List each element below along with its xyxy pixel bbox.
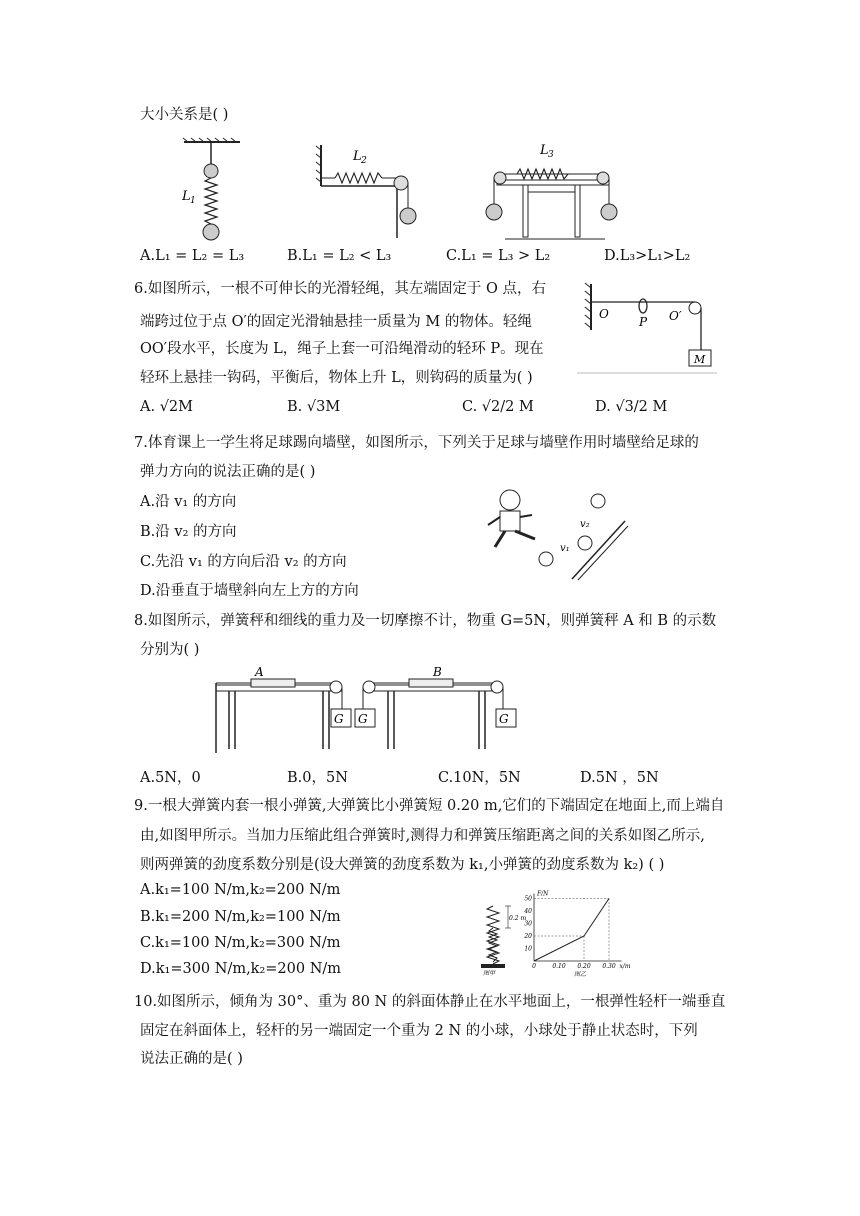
q9-option-c[interactable]: C.k₁=100 N/m,k₂=300 N/m <box>140 935 341 951</box>
q9-ytick-label: 20 <box>524 933 532 940</box>
q6-figure <box>577 280 717 375</box>
svg-text:3: 3 <box>548 150 554 160</box>
q7-option-d[interactable]: D.沿垂直于墙壁斜向左上方的方向 <box>140 583 359 599</box>
q9-ylabel: F/N <box>537 890 549 898</box>
q7-label-v2: v₂ <box>580 519 590 530</box>
q9-gap-label: 0.2 m <box>509 915 527 922</box>
q9-line-2: 由,如图甲所示。当加力压缩此组合弹簧时,测得力和弹簧压缩距离之间的关系如图乙所示, <box>140 828 705 844</box>
q6-line-4: 轻环上悬挂一钩码，平衡后，物体上升 L，则钩码的质量为( ) <box>140 370 533 386</box>
q6-line-3: OO′段水平，长度为 L，绳子上套一可沿绳滑动的轻环 P。现在 <box>140 341 544 357</box>
q8-figure <box>213 663 525 755</box>
q6-option-b[interactable]: B. √3M <box>287 399 341 415</box>
q8-option-c[interactable]: C.10N，5N <box>438 770 521 786</box>
q7-option-a[interactable]: A.沿 v₁ 的方向 <box>140 494 237 510</box>
q6-label-o: O <box>599 307 609 321</box>
q9-xtick-label: 0 <box>532 963 536 970</box>
svg-text:2: 2 <box>361 156 367 166</box>
q8-line-2: 分别为( ) <box>140 642 200 658</box>
q5-label-l3: L <box>540 143 549 158</box>
q10-line-2: 固定在斜面体上，轻杆的另一端固定一个重为 2 N 的小球，小球处于静止状态时，下列 <box>140 1023 698 1039</box>
q5-figure-l2 <box>315 140 425 240</box>
q5-figure-l3 <box>485 140 625 245</box>
q7-option-c[interactable]: C.先沿 v₁ 的方向后沿 v₂ 的方向 <box>140 554 347 570</box>
q5-option-b[interactable]: B.L₁ = L₂ < L₃ <box>287 248 392 264</box>
q9-ytick-label: 10 <box>524 945 532 953</box>
q9-xtick-label: 0.10 <box>552 963 566 970</box>
q5-option-a[interactable]: A.L₁ = L₂ = L₃ <box>140 248 245 264</box>
q9-line-3: 则两弹簧的劲度系数分别是(设大弹簧的劲度系数为 k₁,小弹簧的劲度系数为 k₂) ( ) <box>140 857 665 873</box>
q6-line-1: 6.如图所示，一根不可伸长的光滑轻绳，其左端固定于 O 点，右 <box>134 281 546 297</box>
q9-figure-left-label: 图甲 <box>483 970 496 977</box>
q9-line-1: 9.一根大弹簧内套一根小弹簧,大弹簧比小弹簧短 0.20 m,它们的下端固定在地面上,而上端自 <box>134 798 725 814</box>
q6-option-a[interactable]: A. √2M <box>140 399 194 415</box>
q6-option-c[interactable]: C. √2/2 M <box>462 399 534 415</box>
q5-label-l1: L <box>182 189 191 204</box>
q7-line-1: 7.体育课上一学生将足球踢向墙壁，如图所示，下列关于足球与墙壁作用时墙壁给足球的 <box>134 435 699 451</box>
q9-ytick-label: 40 <box>524 908 532 915</box>
q5-option-d[interactable]: D.L₃>L₁>L₂ <box>604 248 691 264</box>
q9-ytick-label: 50 <box>524 895 532 903</box>
q8-weight-g-3: G <box>499 712 509 726</box>
svg-text:1: 1 <box>190 196 196 206</box>
q5-figure-l1 <box>180 138 250 248</box>
q8-line-1: 8.如图所示，弹簧秤和细线的重力及一切摩擦不计，物重 G=5N，则弹簧秤 A 和 B 的示数 <box>134 613 717 629</box>
q5-label-l2: L <box>353 149 362 164</box>
q10-line-3: 说法正确的是( ) <box>140 1051 243 1067</box>
q9-option-b[interactable]: B.k₁=200 N/m,k₂=100 N/m <box>140 909 341 925</box>
q5-stem-tail: 大小关系是( ) <box>140 107 229 123</box>
q9-figure-right-label: 图乙 <box>574 971 587 978</box>
q7-option-b[interactable]: B.沿 v₂ 的方向 <box>140 524 237 540</box>
q9-option-d[interactable]: D.k₁=300 N/m,k₂=200 N/m <box>140 961 342 977</box>
q9-option-a[interactable]: A.k₁=100 N/m,k₂=200 N/m <box>140 882 341 898</box>
q9-xtick-label: 0.30 <box>602 963 616 970</box>
q6-label-o-prime: O′ <box>669 309 682 323</box>
q9-ytick-label: 30 <box>524 920 532 928</box>
q8-option-b[interactable]: B.0，5N <box>287 770 348 786</box>
q9-force-line <box>534 899 609 962</box>
q9-xlabel: x/m <box>619 963 631 970</box>
q6-line-2: 端跨过位于点 O′的固定光滑轴悬挂一质量为 M 的物体。轻绳 <box>140 314 532 330</box>
q8-option-d[interactable]: D.5N ，5N <box>580 770 659 786</box>
q9-xtick-label: 0.20 <box>577 963 591 970</box>
q8-option-a[interactable]: A.5N，0 <box>140 770 201 786</box>
q8-weight-g-2: G <box>358 712 368 726</box>
q6-label-p: P <box>639 315 648 329</box>
q7-label-v1: v₁ <box>560 543 570 554</box>
q7-figure <box>480 487 630 582</box>
q8-label-a: A <box>255 665 264 679</box>
q5-option-c[interactable]: C.L₁ = L₃ > L₂ <box>446 248 551 264</box>
q8-label-b: B <box>433 665 442 679</box>
q8-weight-g-1: G <box>334 712 344 726</box>
q6-label-m: M <box>694 353 706 366</box>
q6-option-d[interactable]: D. √3/2 M <box>595 399 668 415</box>
q10-line-1: 10.如图所示，倾角为 30°、重为 80 N 的斜面体静止在水平地面上，一根弹性轻杆一端垂直 <box>134 994 726 1010</box>
q9-chart <box>520 884 631 978</box>
q7-line-2: 弹力方向的说法正确的是( ) <box>140 464 316 480</box>
